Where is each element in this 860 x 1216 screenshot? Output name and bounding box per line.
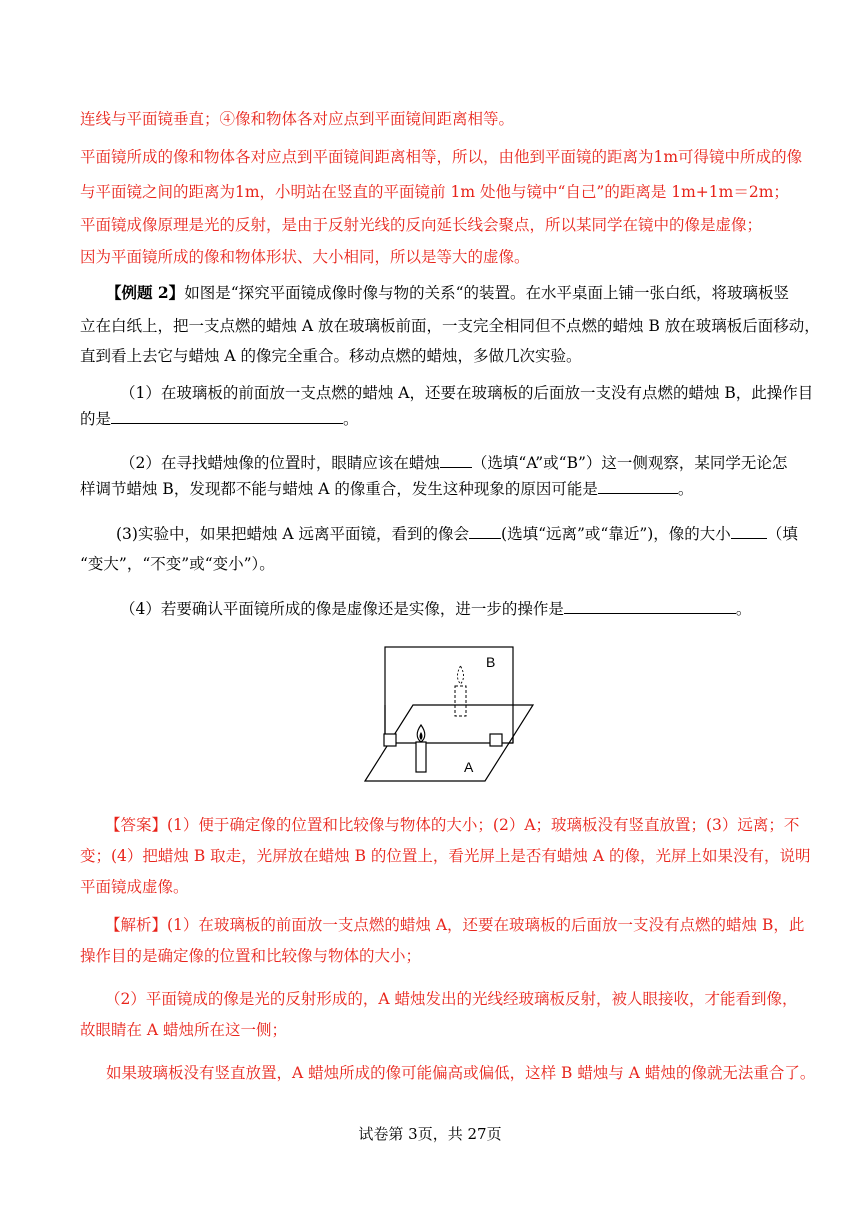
example-stem-line-1 xyxy=(106,283,790,303)
solution-line-1: 连线与平面镜垂直；④像和物体各对应点到平面镜间距离相等。 xyxy=(80,110,515,128)
solution-line-4: 平面镜成像原理是光的反射，是由于反射光线的反向延长线会聚点，所以某同学在镜中的像是虚像； xyxy=(80,216,763,234)
question-2-text-b: （选填“A”或“B”）这一侧观察，某同学无论怎 xyxy=(471,454,788,472)
analysis-line-1: 【解析】(1）在玻璃板的前面放一支点燃的蜡烛 A，还要在玻璃板的后面放一支没有点燃的蜡烛 B，此 xyxy=(105,916,805,934)
question-2-line-2 xyxy=(80,479,782,499)
question-4-text: （4）若要确认平面镜所成的像是虚像还是实像，进一步的操作是 xyxy=(120,600,564,618)
question-3-line-1 xyxy=(116,524,798,544)
example-stem-line-3: 直到看上去它与蜡烛 A 的像完全重合。移动点燃的蜡烛，多做几次实验。 xyxy=(80,347,582,365)
analysis-line-3: （2）平面镜成的像是光的反射形成的，A 蜡烛发出的光线经玻璃板反射，被人眼接收，才能看到像， xyxy=(105,990,798,1008)
solution-line-2: 平面镜所成的像和物体各对应点到平面镜间距离相等，所以，由他到平面镜的距离为1m可得镜中所成的像 xyxy=(80,148,803,166)
analysis-line-2: 操作目的是确定像的位置和比较像与物体的大小； xyxy=(80,947,422,965)
question-3-text-b: (选填“远离”或“靠近”)，像的大小 xyxy=(501,525,731,543)
question-1-line-2 xyxy=(80,409,782,429)
answer-blank-3[interactable] xyxy=(598,479,678,494)
right-support xyxy=(490,734,502,746)
solution-line-5: 因为平面镜所成的像和物体形状、大小相同，所以是等大的虚像。 xyxy=(80,248,530,266)
question-2-text-c: 样调节蜡烛 B，发现都不能与蜡烛 A 的像重合，发生这种现象的原因可能是 xyxy=(80,480,598,498)
question-3-text-c: （填 xyxy=(766,525,798,543)
question-1-suffix: 。 xyxy=(343,410,359,428)
label-b: B xyxy=(486,654,496,670)
answer-line-1: 【答案】(1）便于确定像的位置和比较像与物体的大小；(2）A；玻璃板没有竖直放置；(3）远离；不 xyxy=(105,816,800,834)
question-2-suffix: 。 xyxy=(677,480,694,498)
answer-line-2: 变；(4）把蜡烛 B 取走，光屏放在蜡烛 B 的位置上，看光屏上是否有蜡烛 A 的像，光屏上如果没有，说明 xyxy=(80,847,811,865)
question-3-text-a: (3)实验中，如果把蜡烛 A 远离平面镜，看到的像会 xyxy=(116,525,470,543)
example-stem-line-2: 立在白纸上，把一支点燃的蜡烛 A 放在玻璃板前面，一支完全相同但不点燃的蜡烛 B 放在玻璃板后面移动， xyxy=(80,317,820,335)
analysis-line-4: 故眼睛在 A 蜡烛所在这一侧； xyxy=(80,1021,288,1039)
question-2-text-a: （2）在寻找蜡烛像的位置时，眼睛应该在蜡烛 xyxy=(120,454,440,472)
solution-line-3: 与平面镜之间的距离为1m，小明站在竖直的平面镜前 1m 处他与镜中“自己”的距离是 1m+1m＝2m； xyxy=(80,183,789,201)
question-4-line xyxy=(120,599,782,619)
mirror-experiment-figure xyxy=(364,646,534,782)
answer-blank-1[interactable] xyxy=(111,409,343,424)
page-footer: 试卷第 3页，共 27页 xyxy=(358,1125,502,1143)
label-a: A xyxy=(464,759,474,775)
answer-blank-5[interactable] xyxy=(731,524,767,539)
candle-b-flame xyxy=(457,666,463,684)
question-4-suffix: 。 xyxy=(735,600,752,618)
question-1-line-1: （1）在玻璃板的前面放一支点燃的蜡烛 A，还要在玻璃板的后面放一支没有点燃的蜡烛 B，此操作目 xyxy=(120,384,814,402)
question-3-line-2: “变大”，“不变”或“变小”）。 xyxy=(80,555,275,573)
answer-line-3: 平面镜成虚像。 xyxy=(80,878,189,896)
example-label: 【例题 2】 xyxy=(106,283,185,302)
left-support xyxy=(384,734,396,746)
analysis-line-5: 如果玻璃板没有竖直放置，A 蜡烛所成的像可能偏高或偏低，这样 B 蜡烛与 A 蜡烛的像就无法重合了。 xyxy=(106,1064,816,1082)
candle-a xyxy=(416,742,426,772)
answer-blank-4[interactable] xyxy=(469,524,501,539)
answer-blank-6[interactable] xyxy=(564,599,736,614)
answer-blank-2[interactable] xyxy=(440,453,472,468)
question-1-prefix: 的是 xyxy=(80,410,112,428)
question-2-line-1 xyxy=(120,453,788,473)
example-stem-text: 如图是“探究平面镜成像时像与物的关系“的装置。在水平桌面上铺一张白纸，将玻璃板竖 xyxy=(184,284,790,302)
